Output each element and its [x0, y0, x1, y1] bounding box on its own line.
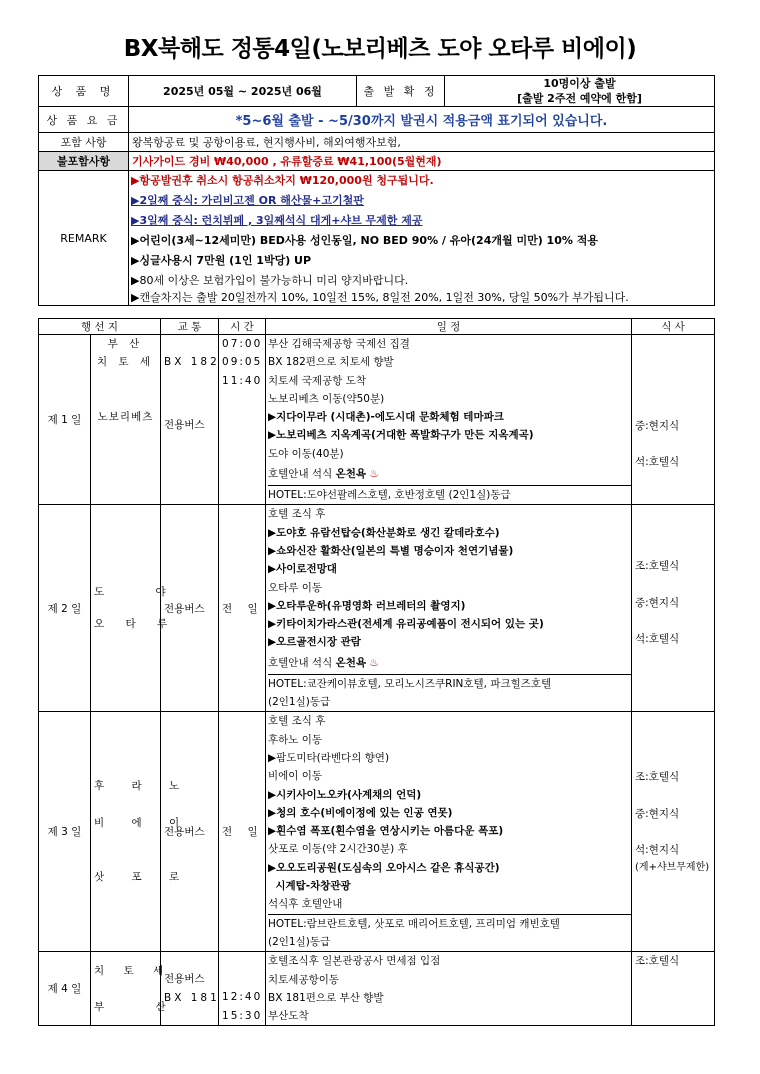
departure-label: 출 발 확 정	[357, 76, 445, 107]
meal: 중:현지식	[635, 420, 680, 432]
schedule-item: 호텔안내 석식	[268, 656, 336, 669]
region: 치 토 세	[94, 964, 172, 977]
schedule-item: ▶흰수염 폭포(흰수염을 연상시키는 아름다운 폭포)	[268, 825, 504, 838]
remark-line: ▶80세 이상은 보험가입이 불가능하니 미리 양지바랍니다.	[131, 274, 409, 287]
price-text: *5~6월 출발 - ~5/30까지 발권시 적용금액 표기되어 있습니다.	[129, 107, 715, 133]
time: 11:40	[222, 374, 263, 387]
schedule-item: BX 182편으로 치토세 향발	[268, 356, 394, 369]
schedule-item: ▶시키사이노오카(사계채의 언덕)	[268, 788, 422, 801]
schedule-item: 호텔조식후 일본관광공사 면세점 입점	[268, 955, 441, 968]
remark-line: ▶싱글사용시 7만원 (1인 1박당) UP	[131, 254, 312, 267]
transport: 전용버스	[164, 419, 205, 432]
remark-label: REMARK	[39, 171, 129, 306]
schedule-item: 부산 김해국제공항 국제선 집결	[268, 338, 410, 350]
remark-line: ▶항공발권후 취소시 항공취소차지 ₩120,000원 청구됩니다.	[131, 174, 434, 187]
header-time: 시 간	[219, 319, 266, 335]
schedule-item: ▶사이로전망대	[268, 563, 337, 576]
region: 노보리베츠	[97, 410, 154, 423]
remark-line: ▶캔슬차지는 출발 20일전까지 10%, 10일전 15%, 8일전 20%, 1일전 30%, 당일 50%가 부가됩니다.	[131, 291, 629, 304]
time: 09:05	[222, 356, 263, 369]
schedule-item: 호텔안내 석식	[268, 468, 336, 481]
page-title: BX북해도 정통4일(노보리베츠 도야 오타루 비에이)	[123, 36, 637, 62]
onsen-label: 온천욕	[335, 468, 366, 481]
schedule-item: ▶팜도미타(라벤다의 향연)	[268, 751, 390, 764]
schedule-item: BX 181편으로 부산 향발	[268, 991, 384, 1004]
hot-spring-icon: ♨	[369, 656, 379, 669]
transport: 전용버스	[164, 973, 205, 986]
region: 삿 포 로	[94, 870, 192, 883]
remark-line: ▶2일째 중식: 가리비고젠 OR 해산물+고기철판	[131, 194, 364, 207]
schedule-item: ▶도야호 유람선탑승(화산분화로 생긴 칼데라호수)	[268, 526, 500, 539]
header-schedule: 일 정	[266, 319, 632, 335]
product-label: 상 품 명	[39, 76, 129, 107]
schedule-item: 후하노 이동	[268, 733, 323, 746]
schedule-item: 석식후 호텔안내	[268, 898, 343, 911]
schedule-item: 비에이 이동	[268, 770, 323, 783]
meal: (게+샤브무제한)	[635, 862, 710, 874]
hot-spring-icon: ♨	[369, 468, 379, 481]
header-meal: 식 사	[632, 319, 715, 335]
header-region: 행 선 지	[39, 319, 161, 335]
schedule-item: 호텔 조식 후	[268, 715, 326, 728]
schedule-item: ▶오오도리공원(도심속의 오아시스 같은 휴식공간)	[268, 861, 500, 874]
meal: 조:호텔식	[635, 955, 680, 968]
departure-line1: 10명이상 출발	[543, 77, 616, 90]
price-label: 상 품 요 금	[39, 107, 129, 133]
hotel-info: HOTEL:람브란트호텔, 삿포로 매리어트호텔, 프리미엄 캐빈호텔	[268, 914, 631, 933]
transport: BX 182	[164, 356, 220, 368]
product-info-table	[38, 75, 715, 306]
schedule-item: 시계탑-차창관광	[268, 880, 351, 893]
region: 후 라 노	[94, 780, 192, 793]
included-text: 왕복항공료 및 공항이용료, 현지행사비, 해외여행자보험,	[129, 133, 715, 152]
schedule-item: ▶청의 호수(비에이정에 있는 인공 연못)	[268, 806, 453, 819]
meal: 중:현지식	[635, 596, 680, 609]
schedule-item: 오타루 이동	[268, 581, 323, 594]
day-label: 제 2 일	[39, 505, 91, 712]
included-label: 포함 사항	[39, 133, 129, 152]
day-label: 제 4 일	[39, 952, 91, 1026]
hotel-info: (2인1실)동급	[268, 696, 331, 709]
transport: 전용버스	[161, 712, 219, 952]
region: 비 에 이	[94, 816, 192, 829]
region: 도 야	[94, 586, 190, 599]
transport: BX 181	[164, 991, 220, 1004]
day-label: 제 1 일	[39, 335, 91, 505]
schedule-item: ▶지다이무라 (시대촌)-에도시대 문화체험 테마파크	[268, 411, 504, 424]
schedule-item: 삿포로 이동(약 2시간30분) 후	[268, 843, 408, 856]
schedule-item: 치토세공항이동	[268, 973, 340, 986]
meal: 조:호텔식	[635, 560, 680, 573]
meal: 석:호텔식	[635, 456, 680, 469]
schedule-item: ▶노보리베츠 지옥계곡(거대한 폭발화구가 만든 지옥계곡)	[268, 429, 534, 442]
meal: 조:호텔식	[635, 771, 680, 784]
schedule-item: ▶키타이치가라스관(전세계 유리공예품이 전시되어 있는 곳)	[268, 618, 544, 631]
hotel-info: HOTEL:도야선팔레스호텔, 호반정호텔 (2인1실)동급	[268, 485, 631, 504]
period-value: 2025년 05월 ~ 2025년 06월	[129, 76, 357, 107]
transport: 전용버스	[161, 505, 219, 712]
remark-line: ▶어린이(3세~12세미만) BED사용 성인동일, NO BED 90% / 유아(24개월 미만) 10% 적용	[131, 234, 598, 247]
schedule-item: ▶쇼와신잔 활화산(일본의 특별 명승이자 천연기념물)	[268, 544, 514, 557]
region: 부 산	[107, 338, 144, 350]
excluded-label: 불포함사항	[39, 152, 129, 171]
region: 치 토 세	[96, 356, 155, 369]
schedule-item: 호텔 조식 후	[268, 508, 326, 521]
schedule-item: 치토세 국제공항 도착	[268, 374, 366, 387]
schedule-item: 부산도착	[268, 1010, 309, 1023]
schedule-item: ▶오르골전시장 관람	[268, 636, 361, 649]
itinerary-table	[38, 318, 715, 1026]
remark-line: ▶3일째 중식: 런치뷔페 , 3일째석식 대게+샤브 무제한 제공	[131, 214, 423, 227]
schedule-item: 노보리베츠 이동(약50분)	[268, 392, 385, 405]
schedule-item: ▶오타루운하(유명영화 러브레터의 촬영지)	[268, 599, 466, 612]
meal: 석:현지식	[635, 843, 680, 856]
time-text: 전 일	[219, 505, 266, 712]
header-transport: 교 통	[161, 319, 219, 335]
time-text: 전 일	[219, 712, 266, 952]
time: 15:30	[222, 1009, 263, 1022]
schedule-item: 도야 이동(40분)	[268, 447, 344, 460]
meal: 석:호텔식	[635, 632, 680, 645]
onsen-label: 온천욕	[335, 656, 366, 669]
time: 12:40	[222, 991, 263, 1004]
excluded-text: 기사가이드 경비 ₩40,000 , 유류할증료 ₩41,100(5월현재)	[129, 152, 715, 171]
day-label: 제 3 일	[39, 712, 91, 952]
hotel-info: (2인1실)동급	[268, 935, 331, 948]
departure-line2: [출발 2주전 예약에 한함]	[517, 92, 642, 105]
meal: 중:현지식	[635, 807, 680, 820]
region: 부 산	[94, 1000, 190, 1013]
time: 07:00	[222, 338, 263, 350]
region: 오 타 루	[94, 618, 177, 631]
hotel-info: HOTEL:쿄잔케이뷰호텔, 모리노시즈쿠RIN호텔, 파크힐즈호텔	[268, 674, 631, 693]
